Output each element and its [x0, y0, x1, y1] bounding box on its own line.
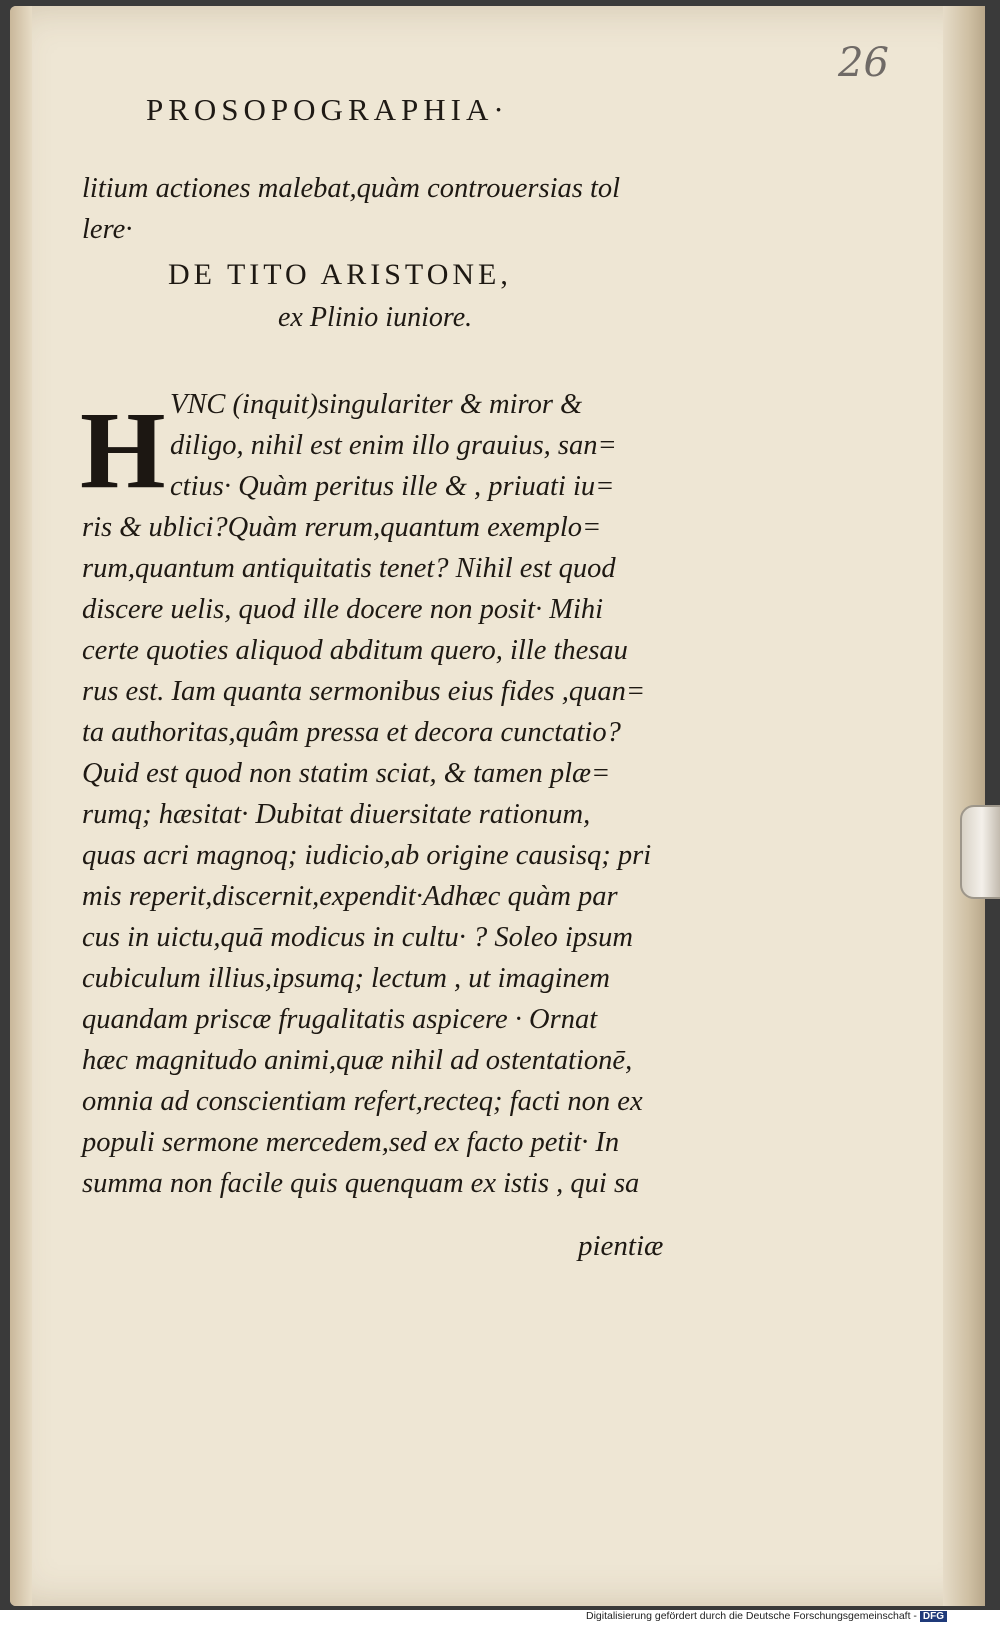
text-line: summa non facile quis quenquam ex istis , qui sa: [82, 1168, 640, 1199]
text-line: ris & ublici?Quàm rerum,quantum exemplo=: [82, 512, 602, 543]
text-line: litium actiones malebat,quàm controuersias tol: [82, 173, 621, 204]
text-line: certe quoties aliquod abditum quero, ille thesau: [82, 635, 628, 666]
text-line: rus est. Iam quanta sermonibus eius fides ,quan=: [82, 676, 646, 707]
text-line: cubiculum illius,ipsumq; lectum , ut imaginem: [82, 963, 610, 994]
text-line: ctius· Quàm peritus ille & , priuati iu=: [170, 471, 615, 502]
text-line: VNC (inquit)singulariter & miror &: [170, 389, 583, 420]
text-line: Quid est quod non statim sciat, & tamen plæ=: [82, 758, 611, 789]
text-line: hæc magnitudo animi,quæ nihil ad ostentationē,: [82, 1045, 633, 1076]
section-heading: DE TITO ARISTONE,: [168, 258, 512, 291]
text-line: rum,quantum antiquitatis tenet? Nihil est quod: [82, 553, 616, 584]
text-line: quas acri magnoq; iudicio,ab origine causisq; pri: [82, 840, 652, 871]
drop-cap-initial: H: [80, 389, 166, 511]
catchword: pientiæ: [578, 1230, 664, 1262]
page-gutter: [10, 6, 32, 1606]
text-line: discere uelis, quod ille docere non posit· Mihi: [82, 594, 604, 625]
section-subheading: ex Plinio iuniore.: [278, 302, 473, 333]
text-line: populi sermone mercedem,sed ex facto petit· In: [82, 1127, 620, 1158]
folio-number: 26: [838, 40, 889, 86]
dfg-logo: DFG: [920, 1611, 947, 1622]
book-clasp: [960, 805, 1000, 899]
text-line: quandam priscæ frugalitatis aspicere · Ornat: [82, 1004, 598, 1035]
text-line: mis reperit,discernit,expendit·Adhæc quàm par: [82, 881, 618, 912]
text-line: diligo, nihil est enim illo grauius, san=: [170, 430, 617, 461]
body-text: [82, 507, 682, 1204]
text-line: ta authoritas,quâm pressa et decora cunctatio?: [82, 717, 621, 748]
text-line: lere·: [82, 214, 133, 245]
text-line: rumq; hæsitat· Dubitat diuersitate rationum,: [82, 799, 591, 830]
text-line: omnia ad conscientiam refert,recteq; facti non ex: [82, 1086, 643, 1117]
continuation-text: [82, 168, 682, 250]
footer-text: Digitalisierung gefördert durch die Deutsche Forschungsgemeinschaft -: [586, 1610, 917, 1622]
text-line: cus in uictu,quā modicus in cultu· ? Soleo ipsum: [82, 922, 633, 953]
running-head: PROSOPOGRAPHIA·: [146, 92, 509, 127]
indented-opening: [170, 384, 670, 507]
digitization-footer: [586, 1610, 947, 1622]
